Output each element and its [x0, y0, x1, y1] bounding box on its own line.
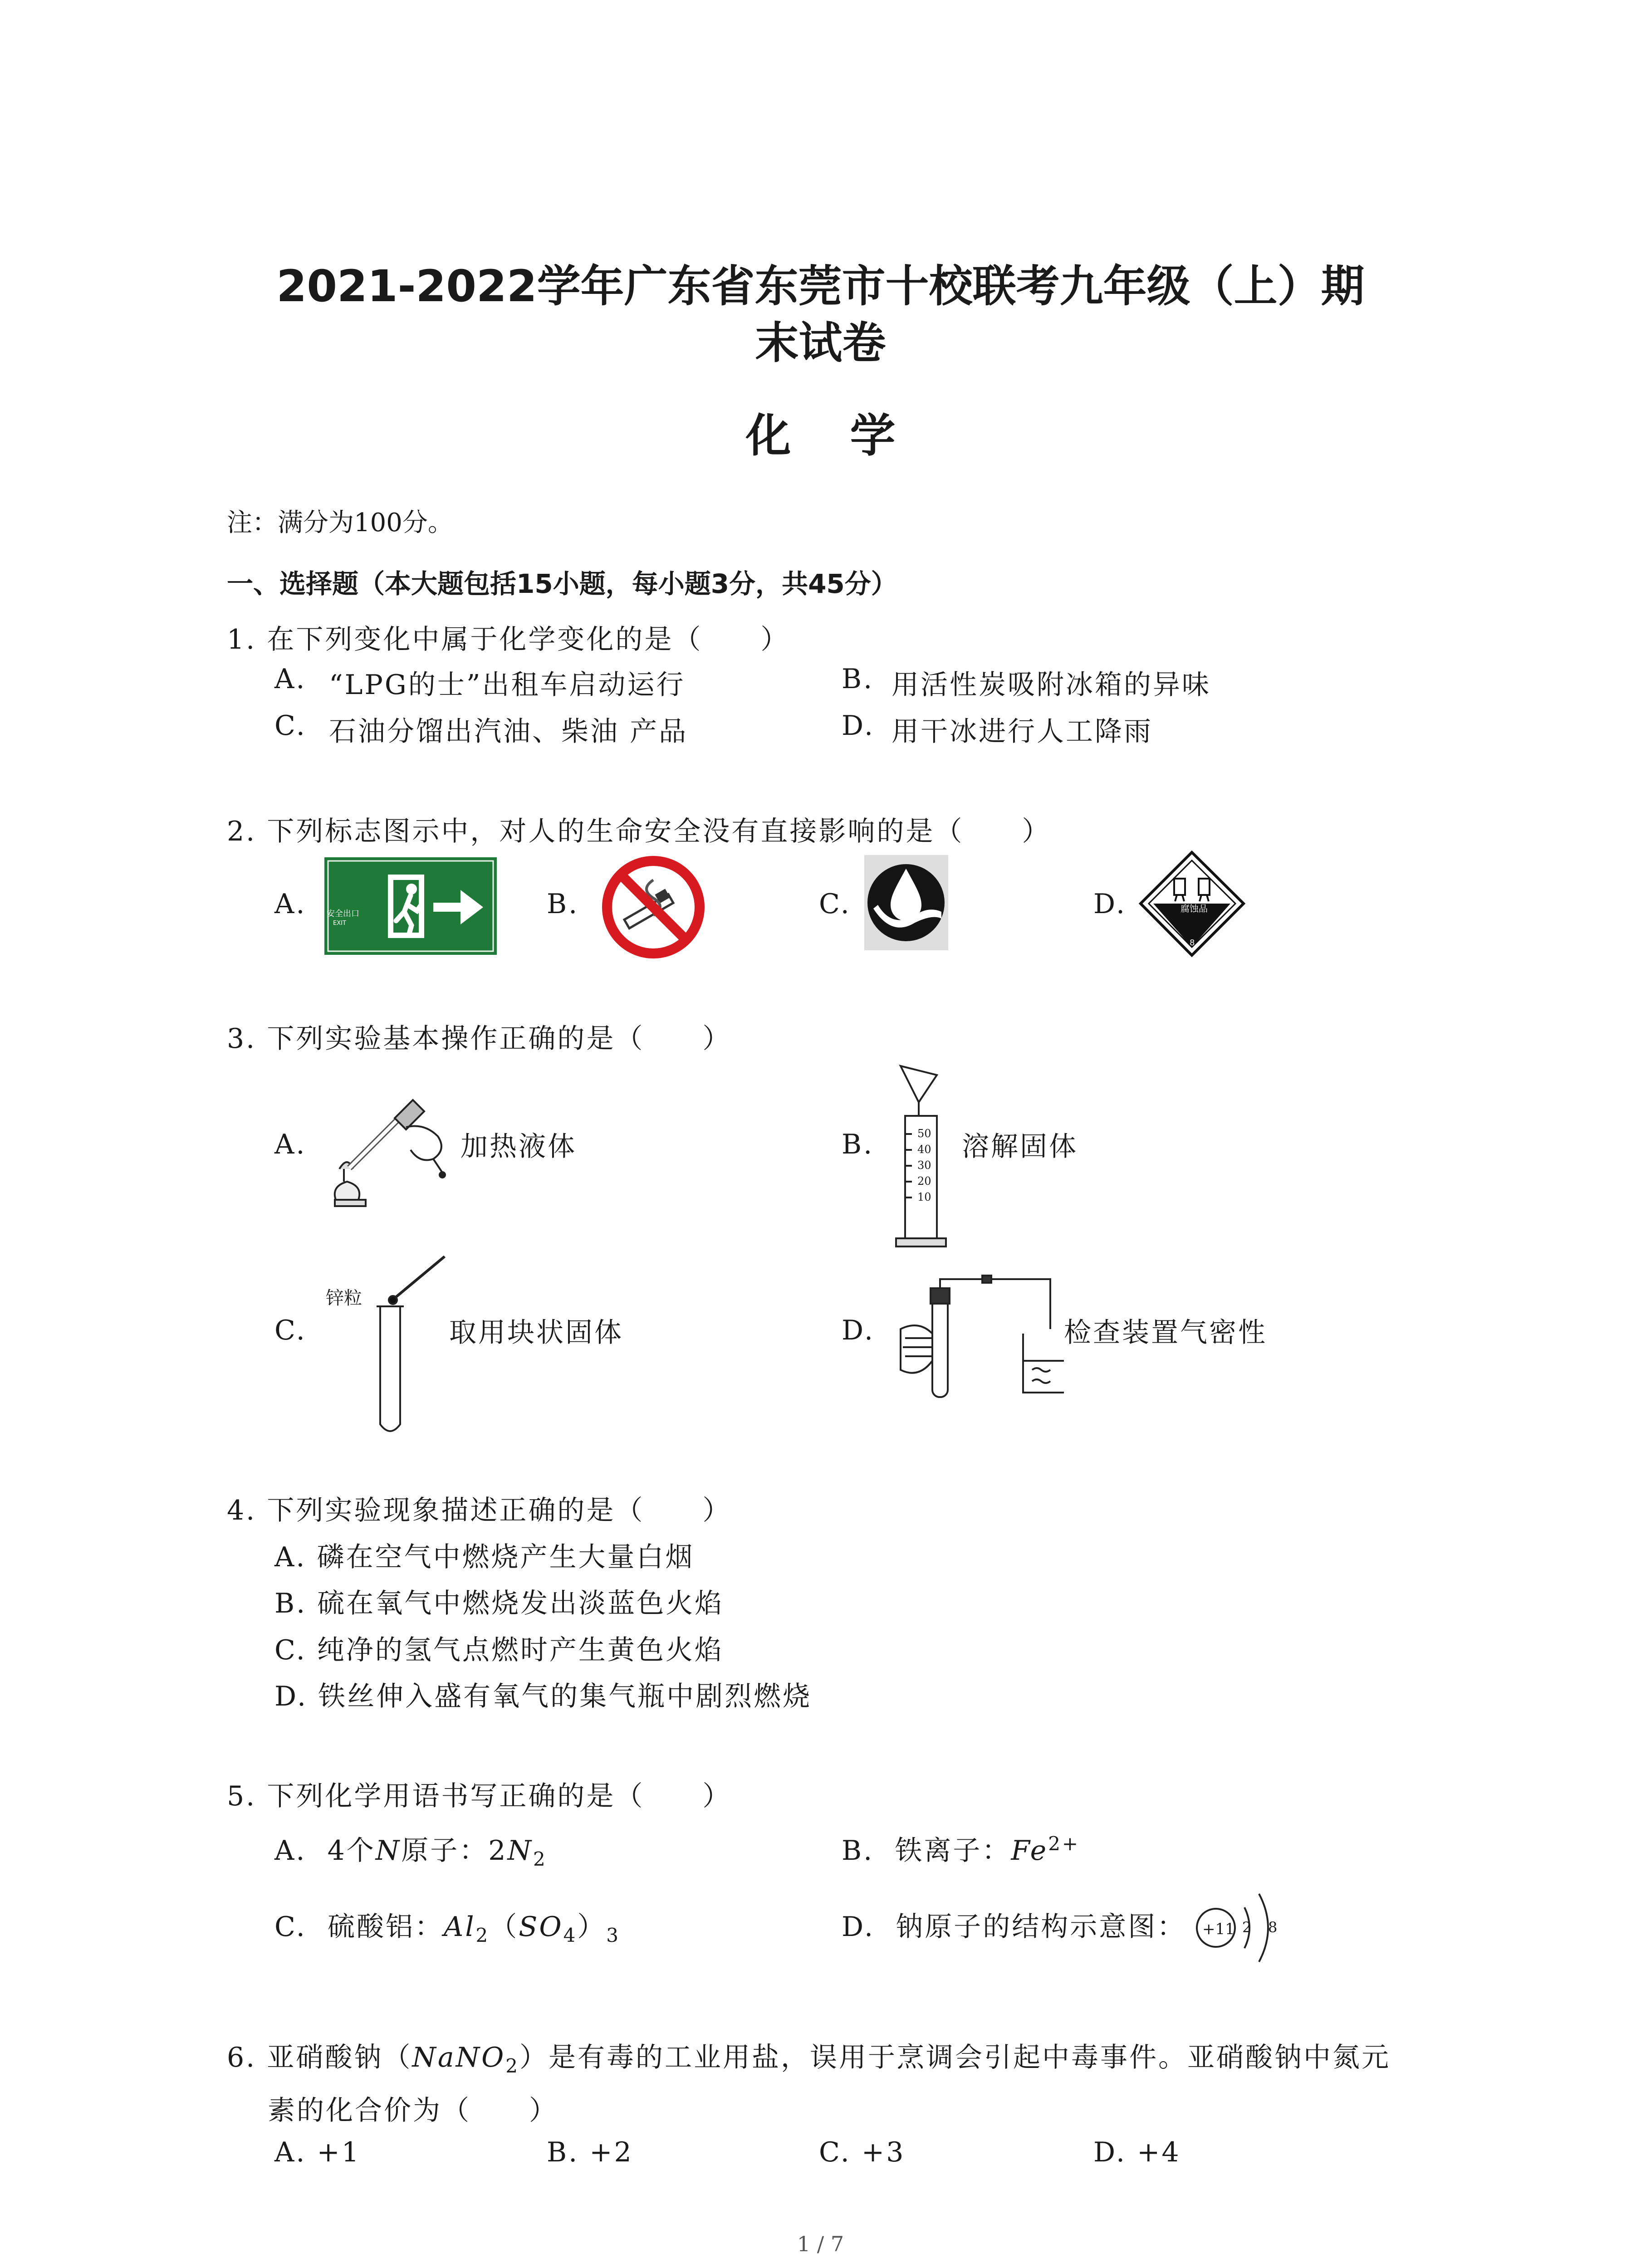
cylinder-tick-50: 50 [917, 1127, 931, 1140]
q6-option-c: C. +3 [819, 2136, 906, 2168]
emergency-exit-sign-icon [324, 857, 497, 955]
q6-option-d: D. +4 [1093, 2136, 1181, 2168]
q5-option-a-label: A. [274, 1835, 307, 1867]
question-3-stem: 3. 下列实验基本操作正确的是（ ） [227, 1023, 732, 1055]
q4-option-a: A. 磷在空气中燃烧产生大量白烟 [274, 1541, 695, 1573]
q5-d-prefix: 钠原子的结构示意图： [896, 1911, 1186, 1943]
question-2-stem: 2. 下列标志图示中，对人的生命安全没有直接影响的是（ ） [227, 816, 1051, 847]
sodium-nucleus-charge: +11 [1202, 1920, 1235, 1938]
q5-b-fe: Fe [1011, 1835, 1048, 1867]
q6-formula: NaNO [412, 2042, 506, 2073]
exit-sign-label: 安全出口 [327, 909, 359, 919]
q6-option-a: A. +1 [274, 2136, 361, 2168]
cylinder-tick-10: 10 [917, 1191, 931, 1203]
heating-liquid-illustration [318, 1086, 454, 1218]
q5-option-c [274, 1905, 620, 1946]
q5-a-n: N [375, 1835, 402, 1867]
q1-option-b-text: 用活性炭吸附冰箱的异味 [892, 669, 1211, 701]
q6-option-b: B. +2 [547, 2136, 633, 2168]
q1-option-b-label: B. [842, 663, 874, 695]
q4-option-b: B. 硫在氧气中燃烧发出淡蓝色火焰 [274, 1588, 724, 1619]
no-smoking-icon [599, 853, 708, 962]
q2-option-c-label: C. [819, 888, 851, 920]
q1-option-d-text: 用干冰进行人工降雨 [892, 716, 1153, 748]
q3-option-d-caption: 检查装置气密性 [1064, 1317, 1267, 1349]
q5-c-so: SO [519, 1911, 563, 1943]
q2-option-a-label: A. [274, 888, 307, 920]
question-4-stem: 4. 下列实验现象描述正确的是（ ） [227, 1495, 732, 1526]
q3-option-d-label: D. [842, 1315, 875, 1346]
question-6-stem-line1 [227, 2036, 1391, 2077]
q5-b-sup: 2+ [1048, 1833, 1080, 1855]
exam-title-line1: 2021-2022学年广东省东莞市十校联考九年级（上）期 [276, 261, 1365, 312]
q5-option-a [274, 1829, 547, 1870]
q5-b-prefix: 铁离子： [895, 1835, 1011, 1867]
cylinder-tick-30: 30 [917, 1159, 931, 1172]
q5-c-sub3: 3 [606, 1924, 621, 1946]
zinc-pellet-label: 锌粒 [326, 1288, 362, 1309]
q5-option-c-label: C. [274, 1911, 307, 1943]
q4-option-c: C. 纯净的氢气点燃时产生黄色火焰 [274, 1634, 724, 1666]
sodium-shell-2: 8 [1268, 1919, 1278, 1936]
q5-a-prefix: 4个 [327, 1835, 376, 1867]
q5-c-close: ） [577, 1911, 607, 1943]
graduated-cylinder-illustration [887, 1061, 960, 1252]
q5-a-mid: 原子：2 [401, 1835, 508, 1867]
exam-title-line2: 末试卷 [755, 318, 886, 368]
q4-option-d: D. 铁丝伸入盛有氧气的集气瓶中剧烈燃烧 [274, 1681, 812, 1712]
q6-stem-part1: 6. 亚硝酸钠（ [227, 2042, 412, 2073]
q5-option-d-label: D. [842, 1911, 875, 1943]
q5-a-sub: 2 [533, 1848, 547, 1870]
water-saving-icon [864, 855, 948, 950]
q2-option-b-label: B. [547, 888, 579, 920]
question-1-stem: 1. 在下列变化中属于化学变化的是（ ） [227, 624, 790, 655]
question-5-stem: 5. 下列化学用语书写正确的是（ ） [227, 1780, 732, 1812]
q6-formula-sub: 2 [505, 2055, 520, 2077]
sodium-shell-1: 2 [1242, 1919, 1252, 1936]
q3-option-c-caption: 取用块状固体 [449, 1317, 623, 1349]
q5-c-sub1: 2 [475, 1924, 490, 1946]
q3-option-a-caption: 加热液体 [460, 1131, 577, 1163]
q1-option-d-label: D. [842, 710, 875, 742]
q1-option-a-label: A. [274, 663, 307, 695]
q5-c-sub2: 4 [563, 1924, 578, 1946]
q5-option-b-label: B. [842, 1835, 874, 1867]
q5-c-al: Al [444, 1911, 476, 1943]
q1-option-c-label: C. [274, 710, 307, 742]
test-tube-zinc-illustration [358, 1247, 458, 1438]
score-note: 注：满分为100分。 [227, 508, 453, 538]
cylinder-tick-20: 20 [917, 1175, 931, 1188]
corrosive-label: 腐蚀品 [1181, 903, 1208, 914]
q3-option-c-label: C. [274, 1315, 307, 1346]
cylinder-tick-40: 40 [917, 1143, 931, 1156]
q5-c-prefix: 硫酸铝： [328, 1911, 444, 1943]
q5-c-open: （ [490, 1911, 519, 1943]
corrosive-class-number: 8 [1190, 938, 1195, 948]
q1-option-c-text: 石油分馏出汽油、柴油 产品 [329, 716, 688, 748]
q5-option-b [842, 1829, 1080, 1868]
q3-option-a-label: A. [274, 1129, 307, 1160]
page-number: 1 / 7 [797, 2232, 844, 2256]
question-6-stem-line2: 素的化合价为（ ） [268, 2095, 558, 2126]
q5-a-n2: N [507, 1835, 533, 1867]
q3-option-b-label: B. [842, 1129, 874, 1160]
q2-option-d-label: D. [1093, 888, 1127, 920]
q6-stem-part2: ）是有毒的工业用盐，误用于烹调会引起中毒事件。亚硝酸钠中氮元 [519, 2042, 1391, 2073]
q1-option-a-text: “LPG的士”出租车启动运行 [329, 669, 686, 701]
exit-sign-small-label: EXIT [333, 920, 346, 927]
q3-option-b-caption: 溶解固体 [962, 1131, 1078, 1163]
q5-option-d [842, 1905, 1186, 1944]
subject-title: 化学 [745, 409, 955, 462]
section-heading: 一、选择题（本大题包括15小题，每小题3分，共45分） [227, 568, 897, 599]
airtightness-check-illustration [896, 1275, 1064, 1406]
